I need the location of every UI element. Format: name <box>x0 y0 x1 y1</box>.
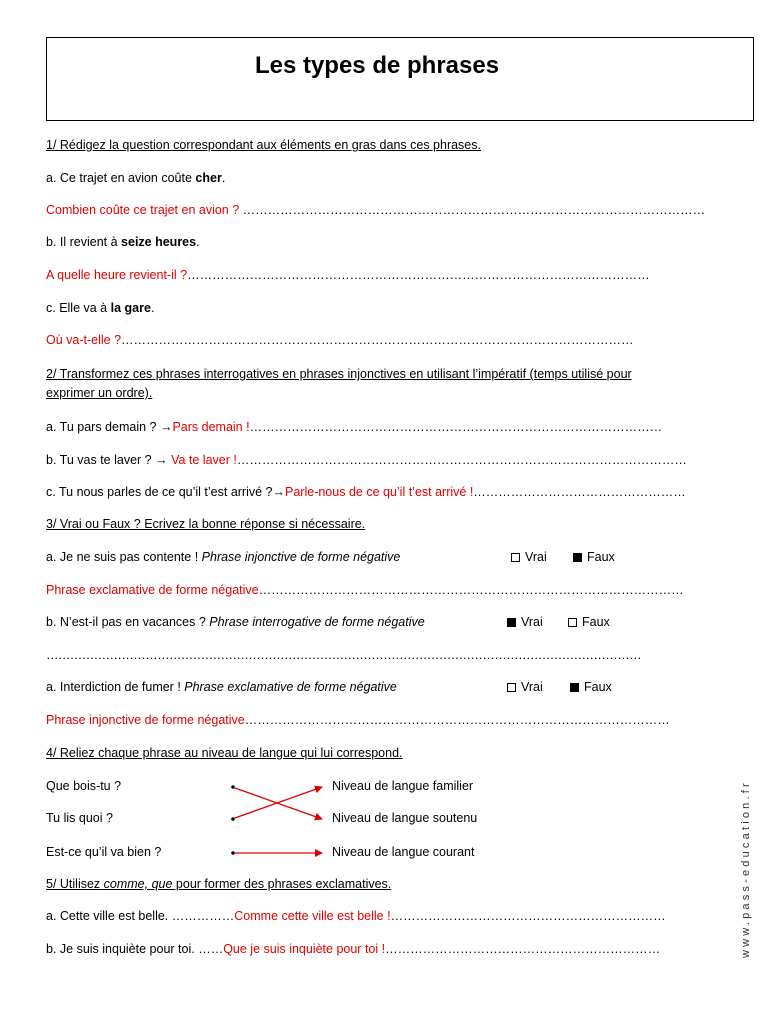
s3-vrai-b[interactable]: Vrai <box>507 615 543 629</box>
s4-right-0: Niveau de langue familier <box>332 779 474 793</box>
s3-answer-b: …………………………………………………………………………………………………………………………………… <box>46 648 642 662</box>
s3-faux-b[interactable]: Faux <box>568 615 610 629</box>
s1-question-b: b. Il revient à seize heures. <box>46 235 200 249</box>
s4-right-1: Niveau de langue soutenu <box>332 811 478 825</box>
s4-left-2: Est-ce qu’il va bien ? <box>46 845 162 859</box>
section4-heading: 4/ Reliez chaque phrase au niveau de langue qui lui correspond. <box>46 746 403 760</box>
s3-faux-a[interactable]: Faux <box>573 550 615 564</box>
s1-answer-c: Où va-t-elle ?…………………………………………………………………………………………………………… <box>46 333 634 347</box>
link-dot-left-2 <box>231 851 235 855</box>
s4-left-1: Tu lis quoi ? <box>46 811 113 825</box>
link-line-0 <box>235 788 322 819</box>
s3-answer-a: Phrase exclamative de forme négative………………………………………………………………………………………… <box>46 583 684 597</box>
section2-heading-line1: 2/ Transformez ces phrases interrogatives en phrases injonctives en utilisant l’impératif (temps utilisé pour <box>46 367 632 381</box>
page-title: Les types de phrases <box>254 52 500 79</box>
s2-item-a: a. Tu pars demain ? →Pars demain !……………………………………………………………………………………… <box>46 420 663 434</box>
s1-question-c: c. Elle va à la gare. <box>46 301 155 315</box>
s3-statement-a: a. Je ne suis pas contente ! Phrase injonctive de forme négative <box>46 550 401 564</box>
s3-vrai-c[interactable]: Vrai <box>507 680 543 694</box>
s3-vrai-a[interactable]: Vrai <box>511 550 547 564</box>
s2-item-b: b. Tu vas te laver ? → Va te laver !……………………………………………………………………………………………… <box>46 453 687 467</box>
s5-item-b: b. Je suis inquiète pour toi. ……Que je suis inquiète pour toi !………………………………………………………… <box>46 942 661 956</box>
section1-heading: 1/ Rédigez la question correspondant aux éléments en gras dans ces phrases. <box>46 138 481 152</box>
s3-statement-b: b. N’est-il pas en vacances ? Phrase interrogative de forme négative <box>46 615 425 629</box>
s5-item-a: a. Cette ville est belle. ……………Comme cette ville est belle !………………………………………………………… <box>46 909 666 923</box>
s1-question-a: a. Ce trajet en avion coûte cher. <box>46 171 226 185</box>
s4-left-0: Que bois-tu ? <box>46 779 122 793</box>
s3-statement-c: a. Interdiction de fumer ! Phrase exclamative de forme négative <box>46 680 397 694</box>
section3-heading: 3/ Vrai ou Faux ? Ecrivez la bonne réponse si nécessaire. <box>46 517 366 531</box>
link-dot-left-0 <box>231 785 235 789</box>
s3-faux-c[interactable]: Faux <box>570 680 612 694</box>
s1-answer-a: Combien coûte ce trajet en avion ? ………………………………………………………………………………………………… <box>46 203 706 217</box>
section2-heading-line2: exprimer un ordre). <box>46 386 153 400</box>
s4-right-2: Niveau de langue courant <box>332 845 475 859</box>
side-website-text: www.pass-education.fr <box>740 780 752 958</box>
link-line-1 <box>235 787 322 818</box>
link-dot-left-1 <box>231 817 235 821</box>
s3-answer-c: Phrase injonctive de forme négative………………………………………………………………………………………… <box>46 713 670 727</box>
section5-heading: 5/ Utilisez comme, que pour former des phrases exclamatives. <box>46 877 392 891</box>
s1-answer-b: A quelle heure revient-il ?………………………………………………………………………………………………… <box>46 268 650 282</box>
s2-item-c: c. Tu nous parles de ce qu’il t’est arrivé ?→Parle-nous de ce qu’il t’est arrivé !…………………………………………… <box>46 485 686 499</box>
